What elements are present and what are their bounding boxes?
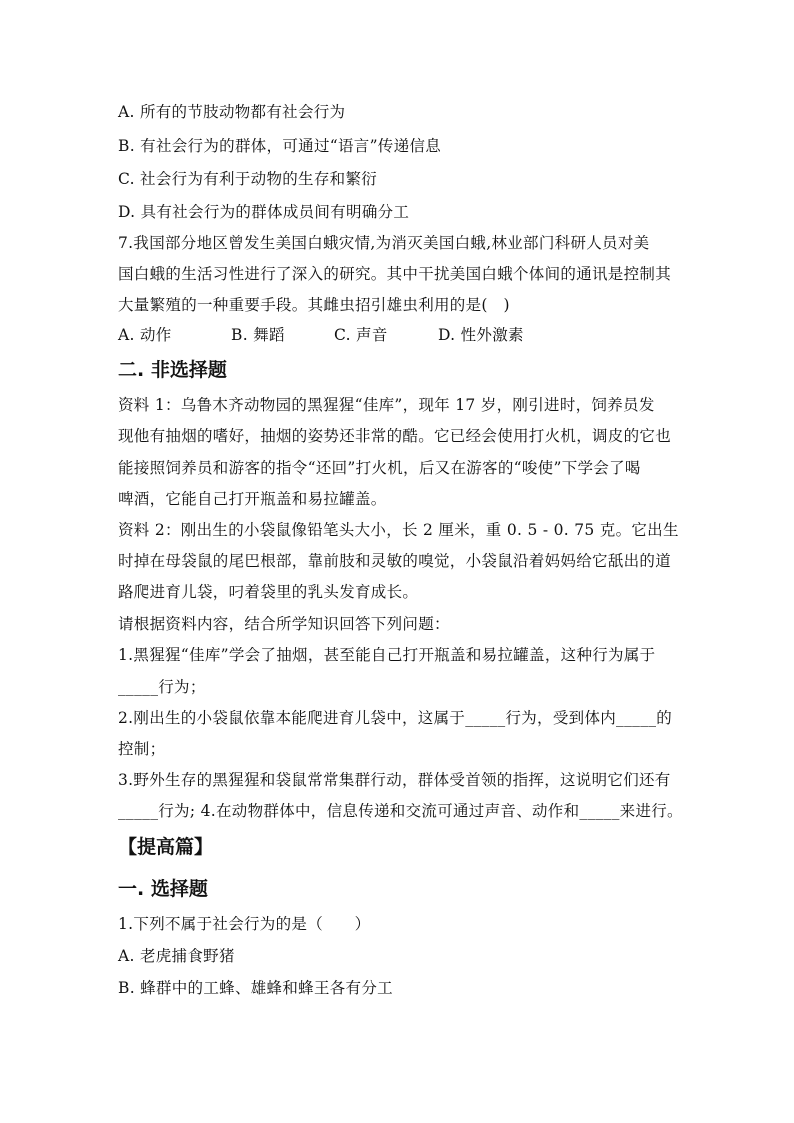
material2-line-3: 路爬进育儿袋，叼着袋里的乳头发育成长。 bbox=[118, 583, 419, 601]
material1-line-1: 资料 1：乌鲁木齐动物园的黑猩猩“佳库”，现年 17 岁，刚引进时，饲养员发 bbox=[118, 396, 655, 414]
q1-option-a: A. 老虎捕食野猪 bbox=[118, 947, 235, 965]
advanced-title: 【提高篇】 bbox=[118, 836, 214, 858]
material2-line-1: 资料 2：刚出生的小袋鼠像铅笔头大小，长 2 厘米，重 0. 5 - 0. 75 克。它出生 bbox=[118, 521, 679, 539]
option-d: D. 具有社会行为的群体成员间有明确分工 bbox=[118, 203, 410, 221]
q7-line-2: 国白蛾的生活习性进行了深入的研究。其中干扰美国白蛾个体间的通讯是控制其 bbox=[118, 265, 672, 283]
sub-question-3-4: _____行为; 4.在动物群体中，信息传递和交流可通过声音、动作和_____来进行。 bbox=[118, 802, 683, 820]
q7-option-c: C. 声音 bbox=[334, 326, 388, 344]
material1-line-2: 现他有抽烟的嗜好，抽烟的姿势还非常的酷。它已经会使用打火机，调皮的它也 bbox=[118, 427, 672, 445]
instruction: 请根据资料内容，结合所学知识回答下列问题： bbox=[118, 615, 450, 633]
sub-question-1: 1.黑猩猩“佳库”学会了抽烟，甚至能自己打开瓶盖和易拉罐盖，这种行为属于 bbox=[118, 646, 656, 664]
option-c: C. 社会行为有利于动物的生存和繁衍 bbox=[118, 170, 378, 188]
q1-option-b: B. 蜂群中的工蜂、雄蜂和蜂王各有分工 bbox=[118, 979, 393, 997]
q1-stem: 1.下列不属于社会行为的是（ ） bbox=[118, 915, 371, 933]
section-1-title: 一. 选择题 bbox=[118, 878, 208, 900]
sub-question-2: 2.刚出生的小袋鼠依靠本能爬进育儿袋中，这属于_____行为，受到体内_____的 bbox=[118, 709, 673, 727]
q7-option-a: A. 动作 bbox=[118, 326, 172, 344]
q7-option-d: D. 性外激素 bbox=[438, 326, 524, 344]
sub-question-1-blank: _____行为； bbox=[118, 678, 206, 696]
sub-question-2-cont: 控制； bbox=[118, 740, 166, 758]
material2-line-2: 时掉在母袋鼠的尾巴根部，靠前肢和灵敏的嗅觉，小袋鼠沿着妈妈给它舐出的道 bbox=[118, 552, 672, 570]
q7-line-3: 大量繁殖的一种重要手段。其雌虫招引雄虫利用的是( ) bbox=[118, 296, 510, 314]
material1-line-3: 能接照饲养员和游客的指令“还回”打火机，后又在游客的“唆使”下学会了喝 bbox=[118, 459, 641, 477]
sub-question-3: 3.野外生存的黑猩猩和袋鼠常常集群行动，群体受首领的指挥，这说明它们还有 bbox=[118, 771, 671, 789]
material1-line-4: 啤酒，它能自己打开瓶盖和易拉罐盖。 bbox=[118, 490, 387, 508]
option-b: B. 有社会行为的群体，可通过“语言”传递信息 bbox=[118, 137, 441, 155]
q7-options bbox=[118, 323, 524, 345]
option-a: A. 所有的节肢动物都有社会行为 bbox=[118, 103, 346, 121]
q7-option-b: B. 舞蹈 bbox=[231, 326, 285, 344]
section-2-title: 二. 非选择题 bbox=[118, 359, 227, 381]
q7-line-1: 7.我国部分地区曾发生美国白蛾灾情,为消灭美国白蛾,林业部门科研人员对美 bbox=[118, 234, 650, 252]
